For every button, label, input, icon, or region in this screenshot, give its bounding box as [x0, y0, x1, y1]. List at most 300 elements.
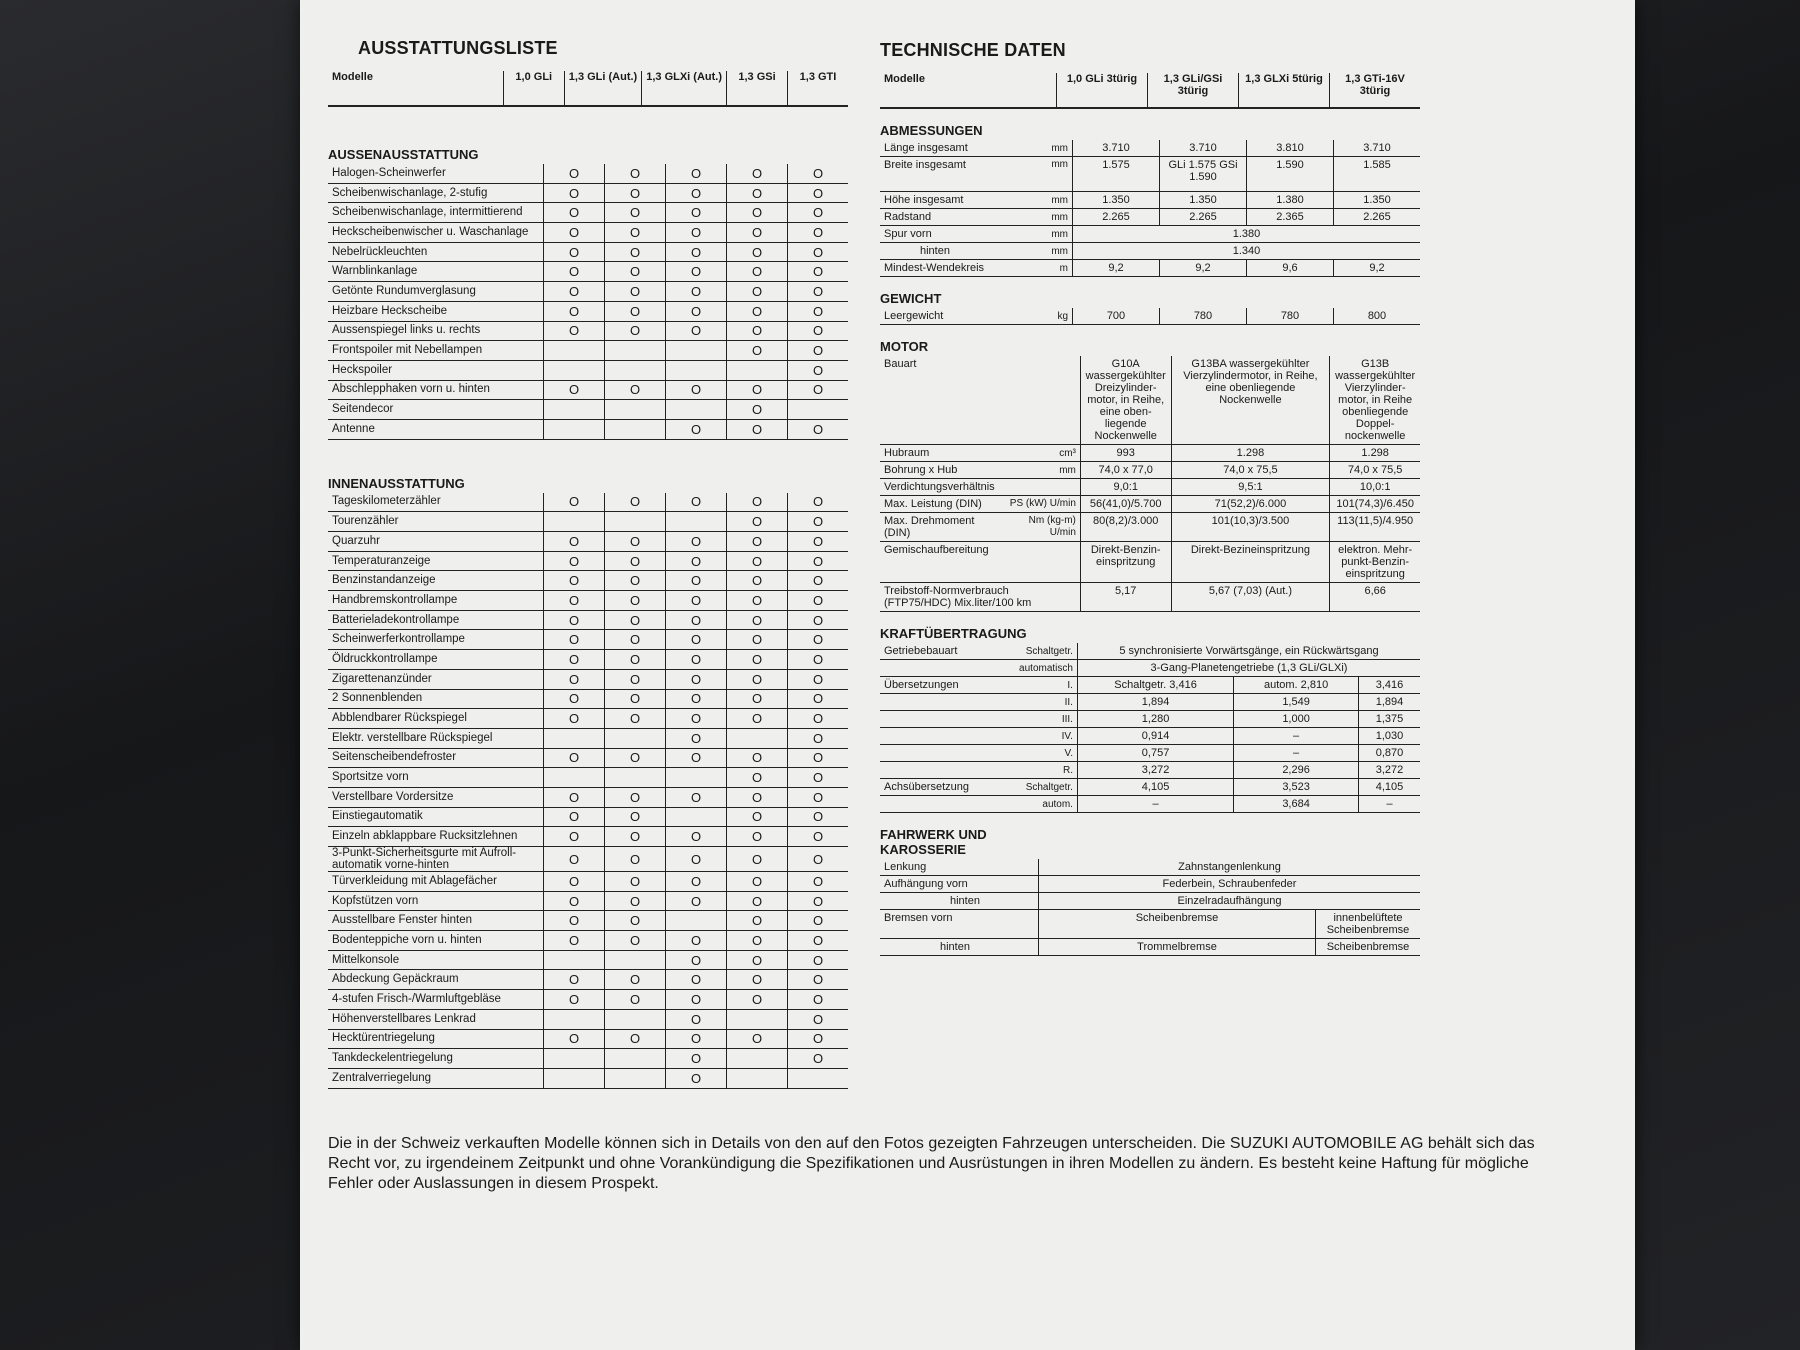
- equipment-label: 3-Punkt-Sicherheitsgurte mit Aufroll-automatik vorne-hinten: [328, 847, 544, 872]
- equipment-mark: O: [727, 591, 788, 611]
- equipment-mark: O: [544, 689, 605, 709]
- equipment-mark: O: [544, 282, 605, 302]
- equipment-mark: O: [544, 183, 605, 203]
- value: 9,0:1: [1080, 479, 1171, 496]
- value: 4,105: [1359, 779, 1420, 796]
- row-label: Mindest-Wendekreis: [880, 260, 1028, 277]
- equipment-label: Mittelkonsole: [328, 950, 544, 970]
- equipment-row: [328, 419, 848, 439]
- value: 3,272: [1077, 762, 1233, 779]
- equipment-mark: O: [788, 970, 849, 990]
- equipment-mark: O: [788, 203, 849, 223]
- equipment-mark: O: [727, 787, 788, 807]
- value: 1,280: [1077, 711, 1233, 728]
- equipment-mark: O: [605, 748, 666, 768]
- equipment-mark: O: [666, 1009, 727, 1029]
- value: 3.810: [1247, 140, 1334, 157]
- value: 5,67 (7,03) (Aut.): [1171, 583, 1330, 612]
- kraft-title: KRAFTÜBERTRAGUNG: [880, 626, 1027, 641]
- equipment-label: 4-stufen Frisch-/Warmluftgebläse: [328, 990, 544, 1010]
- aussen-title: AUSSENAUSSTATTUNG: [328, 147, 479, 162]
- equipment-label: Scheibenwischanlage, intermittierend: [328, 203, 544, 223]
- tech-model-col: 1,0 GLi 3türig: [1057, 73, 1148, 108]
- value: 1.590: [1247, 157, 1334, 192]
- tech-row: [880, 779, 1420, 796]
- equipment-mark: O: [544, 709, 605, 729]
- row-label: Leergewicht: [880, 308, 1028, 325]
- equipment-mark: O: [666, 301, 727, 321]
- tech-row: [880, 910, 1420, 939]
- value: 9,6: [1247, 260, 1334, 277]
- equipment-mark: O: [544, 872, 605, 892]
- equipment-mark: O: [788, 911, 849, 931]
- value: 1,894: [1077, 694, 1233, 711]
- value: 0,757: [1077, 745, 1233, 762]
- equipment-mark: [605, 728, 666, 748]
- equipment-mark: O: [605, 532, 666, 552]
- equipment-mark: O: [666, 571, 727, 591]
- equipment-mark: O: [788, 512, 849, 532]
- equipment-mark: O: [666, 709, 727, 729]
- equipment-mark: O: [666, 380, 727, 400]
- unit: PS (kW) U/min: [999, 496, 1081, 513]
- equipment-label: Aussenspiegel links u. rechts: [328, 321, 544, 341]
- value: 4,105: [1077, 779, 1233, 796]
- row-label: Hubraum: [880, 445, 999, 462]
- equipment-mark: [544, 400, 605, 420]
- tech-row: [880, 157, 1420, 192]
- tech-row: [880, 643, 1420, 660]
- value: Federbein, Schraubenfeder: [1039, 876, 1421, 893]
- equipment-mark: O: [666, 321, 727, 341]
- value: innenbelüftete Scheibenbremse: [1316, 910, 1421, 939]
- equipment-row: [328, 321, 848, 341]
- tech-row: [880, 542, 1420, 583]
- value: –: [1077, 796, 1233, 813]
- unit: mm: [1028, 157, 1073, 192]
- equipment-mark: O: [727, 872, 788, 892]
- equipment-row: [328, 242, 848, 262]
- equipment-row: [328, 1049, 848, 1069]
- equipment-label: Heckspoiler: [328, 360, 544, 380]
- equipment-mark: O: [666, 950, 727, 970]
- equipment-mark: O: [727, 768, 788, 788]
- equipment-row: [328, 551, 848, 571]
- equipment-mark: [605, 419, 666, 439]
- equipment-mark: O: [727, 341, 788, 361]
- equipment-mark: O: [666, 262, 727, 282]
- equipment-mark: [544, 1009, 605, 1029]
- equipment-mark: O: [544, 650, 605, 670]
- equipment-label: Antenne: [328, 419, 544, 439]
- tech-row: [880, 308, 1420, 325]
- value: 1,549: [1234, 694, 1359, 711]
- value: 1.585: [1334, 157, 1421, 192]
- equipment-mark: O: [788, 650, 849, 670]
- equipment-mark: O: [666, 551, 727, 571]
- equipment-label: Quarzuhr: [328, 532, 544, 552]
- gear-row: [880, 728, 1420, 745]
- equipment-row: [328, 950, 848, 970]
- value: 2.265: [1073, 209, 1160, 226]
- fahrwerk-table: [880, 859, 1420, 956]
- equipment-row: [328, 827, 848, 847]
- equipment-mark: O: [666, 669, 727, 689]
- equipment-mark: O: [727, 911, 788, 931]
- value: 700: [1073, 308, 1160, 325]
- tech-row: [880, 226, 1420, 243]
- equipment-mark: O: [788, 493, 849, 512]
- equipment-label: Türverkleidung mit Ablagefächer: [328, 872, 544, 892]
- unit: mm: [1028, 243, 1073, 260]
- tech-row: [880, 796, 1420, 813]
- equipment-mark: O: [788, 669, 849, 689]
- value: 5,17: [1080, 583, 1171, 612]
- tech-modelle-label: Modelle: [880, 73, 1057, 108]
- equipment-mark: O: [605, 591, 666, 611]
- equipment-row: [328, 512, 848, 532]
- equipment-mark: O: [544, 807, 605, 827]
- equipment-label: Halogen-Scheinwerfer: [328, 164, 544, 183]
- tech-row: [880, 243, 1420, 260]
- equipment-label: Tourenzähler: [328, 512, 544, 532]
- equipment-mark: O: [605, 493, 666, 512]
- equipment-mark: O: [605, 242, 666, 262]
- tech-row: [880, 660, 1420, 677]
- equipment-row: [328, 931, 848, 951]
- equipment-mark: O: [544, 591, 605, 611]
- equipment-mark: O: [788, 827, 849, 847]
- value: 1.350: [1073, 192, 1160, 209]
- equipment-mark: O: [788, 262, 849, 282]
- equipment-row: [328, 1029, 848, 1049]
- equipment-row: [328, 650, 848, 670]
- gear-row: [880, 677, 1420, 694]
- abmessungen-table: [880, 140, 1420, 277]
- equipment-mark: [666, 360, 727, 380]
- equipment-mark: O: [788, 591, 849, 611]
- equipment-mark: O: [788, 380, 849, 400]
- unit: automatisch: [999, 660, 1078, 677]
- row-label: [880, 728, 999, 745]
- equipment-row: [328, 341, 848, 361]
- equipment-mark: O: [788, 728, 849, 748]
- equipment-mark: [605, 1068, 666, 1088]
- value: Schaltgetr. 3,416: [1077, 677, 1233, 694]
- equipment-mark: O: [727, 400, 788, 420]
- value: 101(74,3)/6.450: [1330, 496, 1420, 513]
- row-label: [880, 762, 999, 779]
- equipment-row: [328, 911, 848, 931]
- equipment-mark: O: [788, 242, 849, 262]
- row-label: hinten: [880, 939, 1039, 956]
- equipment-mark: O: [666, 532, 727, 552]
- model-col: 1,3 GLXi (Aut.): [642, 71, 727, 106]
- equipment-mark: O: [666, 891, 727, 911]
- tech-row: [880, 192, 1420, 209]
- equipment-mark: O: [788, 872, 849, 892]
- row-label: Übersetzungen: [880, 677, 999, 694]
- equipment-mark: [544, 950, 605, 970]
- equipment-row: [328, 689, 848, 709]
- equipment-label: Zigarettenanzünder: [328, 669, 544, 689]
- equipment-mark: [788, 1068, 849, 1088]
- equipment-mark: O: [666, 787, 727, 807]
- value: Direkt-Benzin-einspritzung: [1080, 542, 1171, 583]
- equipment-mark: [605, 1049, 666, 1069]
- equipment-row: [328, 380, 848, 400]
- equipment-mark: O: [788, 532, 849, 552]
- equipment-mark: O: [544, 669, 605, 689]
- technical-column: [880, 0, 1420, 956]
- unit: mm: [1028, 209, 1073, 226]
- equipment-label: Benzinstandanzeige: [328, 571, 544, 591]
- value: 80(8,2)/3.000: [1080, 513, 1171, 542]
- value: 3.710: [1073, 140, 1160, 157]
- equipment-mark: O: [605, 650, 666, 670]
- value: 0,914: [1077, 728, 1233, 745]
- value: 113(11,5)/4.950: [1330, 513, 1420, 542]
- equipment-mark: O: [666, 970, 727, 990]
- equipment-mark: O: [727, 610, 788, 630]
- value: 9,5:1: [1171, 479, 1330, 496]
- value: Scheibenbremse: [1039, 910, 1316, 939]
- equipment-mark: O: [544, 242, 605, 262]
- gear-number: I.: [999, 677, 1078, 694]
- equipment-label: Einzeln abklappbare Rucksitzlehnen: [328, 827, 544, 847]
- equipment-title: AUSSTATTUNGSLISTE: [358, 38, 558, 58]
- equipment-row: [328, 610, 848, 630]
- equipment-mark: [544, 512, 605, 532]
- row-label: Radstand: [880, 209, 1028, 226]
- tech-row: [880, 859, 1420, 876]
- equipment-label: Abdeckung Gepäckraum: [328, 970, 544, 990]
- equipment-label: Handbremskontrollampe: [328, 591, 544, 611]
- value: 2,296: [1234, 762, 1359, 779]
- equipment-mark: O: [788, 768, 849, 788]
- equipment-mark: O: [544, 990, 605, 1010]
- equipment-mark: O: [666, 223, 727, 243]
- equipment-mark: O: [666, 650, 727, 670]
- equipment-mark: [544, 768, 605, 788]
- equipment-label: Batterieladekontrollampe: [328, 610, 544, 630]
- equipment-mark: O: [727, 321, 788, 341]
- equipment-label: Heckscheibenwischer u. Waschanlage: [328, 223, 544, 243]
- equipment-row: [328, 728, 848, 748]
- row-label: Breite insgesamt: [880, 157, 1028, 192]
- unit: Schaltgetr.: [999, 643, 1078, 660]
- equipment-row: [328, 709, 848, 729]
- equipment-label: Getönte Rundumverglasung: [328, 282, 544, 302]
- equipment-label: Seitenscheibendefroster: [328, 748, 544, 768]
- equipment-label: Abschlepphaken vorn u. hinten: [328, 380, 544, 400]
- equipment-mark: O: [727, 512, 788, 532]
- equipment-label: Bodenteppiche vorn u. hinten: [328, 931, 544, 951]
- equipment-mark: O: [605, 571, 666, 591]
- equipment-mark: [727, 728, 788, 748]
- equipment-mark: O: [666, 1068, 727, 1088]
- equipment-mark: O: [605, 931, 666, 951]
- equipment-label: Öldruckkontrollampe: [328, 650, 544, 670]
- value: 780: [1247, 308, 1334, 325]
- equipment-mark: O: [544, 610, 605, 630]
- equipment-mark: O: [666, 1029, 727, 1049]
- equipment-mark: O: [666, 872, 727, 892]
- row-label: Länge insgesamt: [880, 140, 1028, 157]
- equipment-label: Elektr. verstellbare Rückspiegel: [328, 728, 544, 748]
- equipment-mark: [666, 341, 727, 361]
- equipment-mark: O: [788, 419, 849, 439]
- model-col: 1,0 GLi: [503, 71, 564, 106]
- equipment-mark: O: [605, 689, 666, 709]
- equipment-mark: O: [666, 728, 727, 748]
- equipment-mark: O: [605, 630, 666, 650]
- equipment-mark: O: [605, 911, 666, 931]
- gear-row: [880, 745, 1420, 762]
- value: G10A wassergekühlter Dreizylinder-motor, in Reihe, eine oben-liegende Nockenwelle: [1080, 356, 1171, 445]
- equipment-mark: O: [666, 203, 727, 223]
- equipment-label: Zentralverriegelung: [328, 1068, 544, 1088]
- tech-row: [880, 445, 1420, 462]
- equipment-mark: O: [544, 1029, 605, 1049]
- equipment-mark: [544, 1068, 605, 1088]
- equipment-label: Seitendecor: [328, 400, 544, 420]
- fahrwerk-title: FAHRWERK UND KAROSSERIE: [880, 827, 987, 857]
- tech-row: [880, 876, 1420, 893]
- equipment-mark: [605, 400, 666, 420]
- kraft-table: [880, 643, 1420, 813]
- equipment-mark: O: [788, 709, 849, 729]
- gear-number: III.: [999, 711, 1078, 728]
- row-label: Höhe insgesamt: [880, 192, 1028, 209]
- equipment-mark: O: [605, 990, 666, 1010]
- equipment-mark: O: [544, 262, 605, 282]
- abmessungen-title: ABMESSUNGEN: [880, 123, 983, 138]
- equipment-mark: O: [605, 282, 666, 302]
- value: autom. 2,810: [1234, 677, 1359, 694]
- equipment-mark: O: [544, 380, 605, 400]
- equipment-mark: O: [605, 709, 666, 729]
- value: 1.350: [1334, 192, 1421, 209]
- brochure-page: [300, 0, 1635, 1350]
- row-label: [880, 796, 999, 813]
- equipment-mark: O: [605, 1029, 666, 1049]
- equipment-mark: O: [544, 787, 605, 807]
- value: –: [1234, 745, 1359, 762]
- equipment-row: [328, 630, 848, 650]
- equipment-mark: O: [666, 931, 727, 951]
- equipment-row: [328, 532, 848, 552]
- equipment-label: Frontspoiler mit Nebellampen: [328, 341, 544, 361]
- equipment-mark: [727, 1049, 788, 1069]
- equipment-mark: [605, 341, 666, 361]
- equipment-mark: O: [727, 164, 788, 183]
- row-label: Lenkung: [880, 859, 1039, 876]
- unit: kg: [1028, 308, 1073, 325]
- unit: mm: [999, 462, 1081, 479]
- gear-rows: [880, 677, 1420, 779]
- value: elektron. Mehr-punkt-Benzin-einspritzung: [1330, 542, 1420, 583]
- value: G13B wassergekühlter Vierzylinder-motor, in Reihe obenliegende Doppel-nockenwelle: [1330, 356, 1420, 445]
- equipment-row: [328, 970, 848, 990]
- equipment-mark: O: [788, 630, 849, 650]
- equipment-mark: O: [788, 321, 849, 341]
- equipment-mark: O: [727, 301, 788, 321]
- equipment-mark: O: [605, 164, 666, 183]
- tech-row: [880, 260, 1420, 277]
- value: 1.298: [1330, 445, 1420, 462]
- equipment-mark: O: [727, 970, 788, 990]
- tech-row: [880, 496, 1420, 513]
- value: 71(52,2)/6.000: [1171, 496, 1330, 513]
- equipment-row: [328, 301, 848, 321]
- row-label: [880, 745, 999, 762]
- equipment-mark: [544, 341, 605, 361]
- row-label: [880, 711, 999, 728]
- equipment-mark: O: [544, 970, 605, 990]
- equipment-mark: O: [605, 321, 666, 341]
- value: 800: [1334, 308, 1421, 325]
- equipment-mark: O: [727, 630, 788, 650]
- equipment-row: [328, 990, 848, 1010]
- equipment-mark: O: [666, 827, 727, 847]
- equipment-row: [328, 891, 848, 911]
- equipment-mark: [544, 728, 605, 748]
- tech-model-col: 1,3 GLXi 5türig: [1239, 73, 1330, 108]
- tech-row: [880, 513, 1420, 542]
- equipment-mark: [605, 768, 666, 788]
- row-label: hinten: [880, 893, 1039, 910]
- value: Scheibenbremse: [1316, 939, 1421, 956]
- innen-table: [328, 493, 848, 1089]
- equipment-label: Einstiegautomatik: [328, 807, 544, 827]
- equipment-row: [328, 847, 848, 872]
- equipment-mark: [605, 512, 666, 532]
- row-label: [880, 660, 999, 677]
- equipment-row: [328, 493, 848, 512]
- tech-model-col: 1,3 GLi/GSi 3türig: [1148, 73, 1239, 108]
- value: 780: [1160, 308, 1247, 325]
- row-label: Max. Drehmoment (DIN): [880, 513, 999, 542]
- equipment-row: [328, 203, 848, 223]
- value: 1.380: [1073, 226, 1421, 243]
- row-label: Max. Leistung (DIN): [880, 496, 999, 513]
- equipment-mark: O: [727, 183, 788, 203]
- equipment-mark: O: [788, 571, 849, 591]
- equipment-mark: [544, 1049, 605, 1069]
- equipment-mark: [666, 400, 727, 420]
- equipment-mark: O: [788, 787, 849, 807]
- equipment-mark: [666, 768, 727, 788]
- row-label: Verdichtungsverhältnis: [880, 479, 999, 496]
- value: 1,894: [1359, 694, 1420, 711]
- value: 3.710: [1160, 140, 1247, 157]
- motor-title: MOTOR: [880, 339, 929, 354]
- equipment-column: [328, 0, 848, 1089]
- equipment-mark: O: [727, 990, 788, 1010]
- equipment-mark: [544, 360, 605, 380]
- value: 2.365: [1247, 209, 1334, 226]
- equipment-mark: O: [788, 807, 849, 827]
- value: 74,0 x 77,0: [1080, 462, 1171, 479]
- value: GLi 1.575 GSi 1.590: [1160, 157, 1247, 192]
- tech-row: [880, 462, 1420, 479]
- equipment-mark: O: [544, 827, 605, 847]
- unit: m: [1028, 260, 1073, 277]
- unit: mm: [1028, 192, 1073, 209]
- equipment-mark: O: [666, 1049, 727, 1069]
- unit: mm: [1028, 226, 1073, 243]
